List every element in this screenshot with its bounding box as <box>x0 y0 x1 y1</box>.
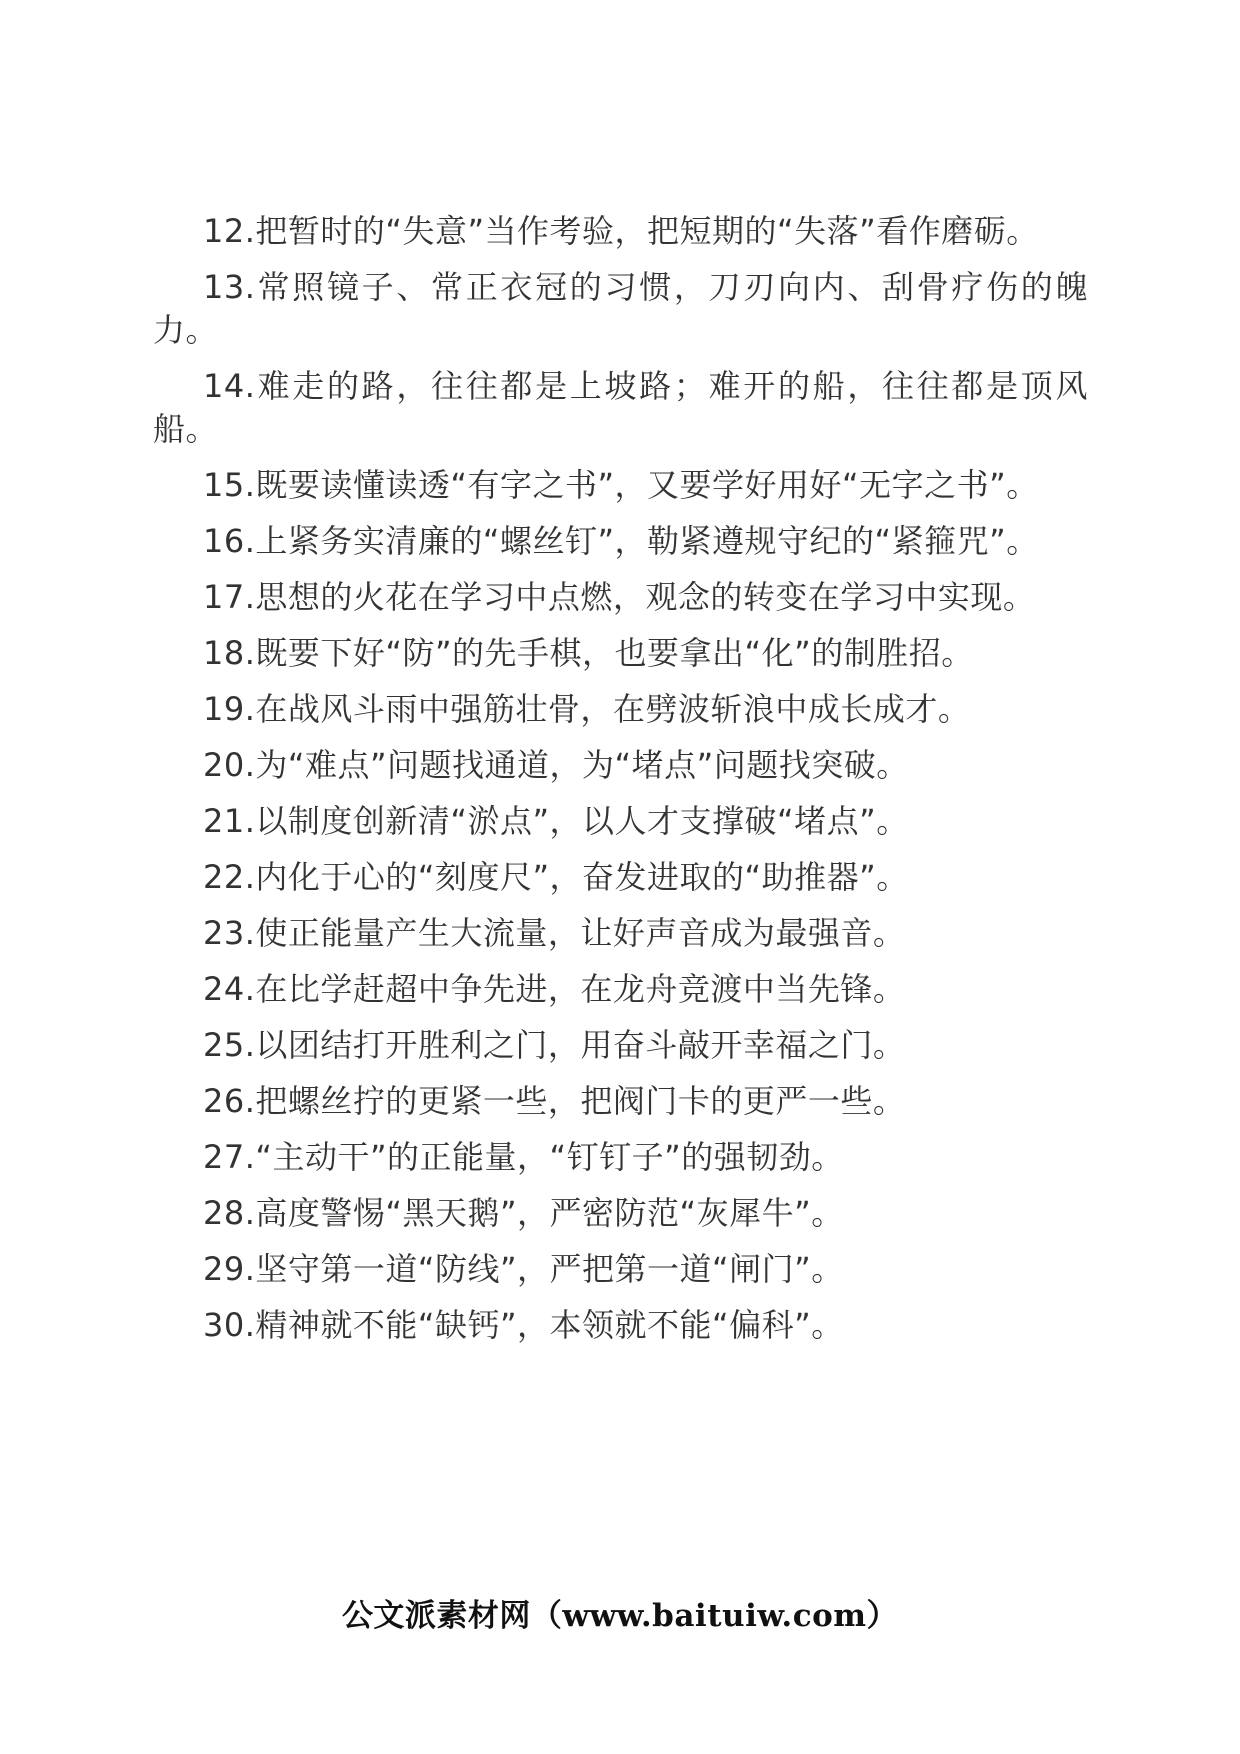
paragraph-21: 21.以制度创新清“淤点”，以人才支撑破“堵点”。 <box>203 802 909 840</box>
paragraph-23: 23.使正能量产生大流量，让好声音成为最强音。 <box>203 914 906 952</box>
paragraph-14: 14.难走的路，往往都是上坡路；难开的船，往往都是顶风船。 <box>153 367 1088 448</box>
paragraph-25: 25.以团结打开胜利之门，用奋斗敲开幸福之门。 <box>203 1026 906 1064</box>
paragraph-18: 18.既要下好“防”的先手棋，也要拿出“化”的制胜招。 <box>203 634 974 672</box>
paragraph-20: 20.为“难点”问题找通道，为“堵点”问题找突破。 <box>203 746 909 784</box>
document-body <box>153 210 1088 1360</box>
paragraph-16: 16.上紧务实清廉的“螺丝钉”，勒紧遵规守纪的“紧箍咒”。 <box>203 522 1039 560</box>
paragraph-19: 19.在战风斗雨中强筋壮骨，在劈波斩浪中成长成才。 <box>203 690 971 728</box>
paragraph-27: 27.“主动干”的正能量，“钉钉子”的强韧劲。 <box>203 1138 844 1176</box>
paragraph-13: 13.常照镜子、常正衣冠的习惯，刀刃向内、刮骨疗伤的魄力。 <box>153 268 1088 349</box>
footer-source: 公文派素材网（www.baituiw.com） <box>341 1598 899 1634</box>
paragraph-15: 15.既要读懂读透“有字之书”，又要学好用好“无字之书”。 <box>203 466 1039 504</box>
paragraph-17: 17.思想的火花在学习中点燃，观念的转变在学习中实现。 <box>203 578 1036 616</box>
paragraph-30: 30.精神就不能“缺钙”，本领就不能“偏科”。 <box>203 1306 844 1344</box>
paragraph-12: 12.把暂时的“失意”当作考验，把短期的“失落”看作磨砺。 <box>203 212 1039 250</box>
paragraph-22: 22.内化于心的“刻度尺”，奋发进取的“助推器”。 <box>203 858 909 896</box>
paragraph-29: 29.坚守第一道“防线”，严把第一道“闸门”。 <box>203 1250 844 1288</box>
paragraph-28: 28.高度警惕“黑天鹅”，严密防范“灰犀牛”。 <box>203 1194 844 1232</box>
paragraph-24: 24.在比学赶超中争先进，在龙舟竞渡中当先锋。 <box>203 970 906 1008</box>
paragraph-26: 26.把螺丝拧的更紧一些，把阀门卡的更严一些。 <box>203 1082 906 1120</box>
